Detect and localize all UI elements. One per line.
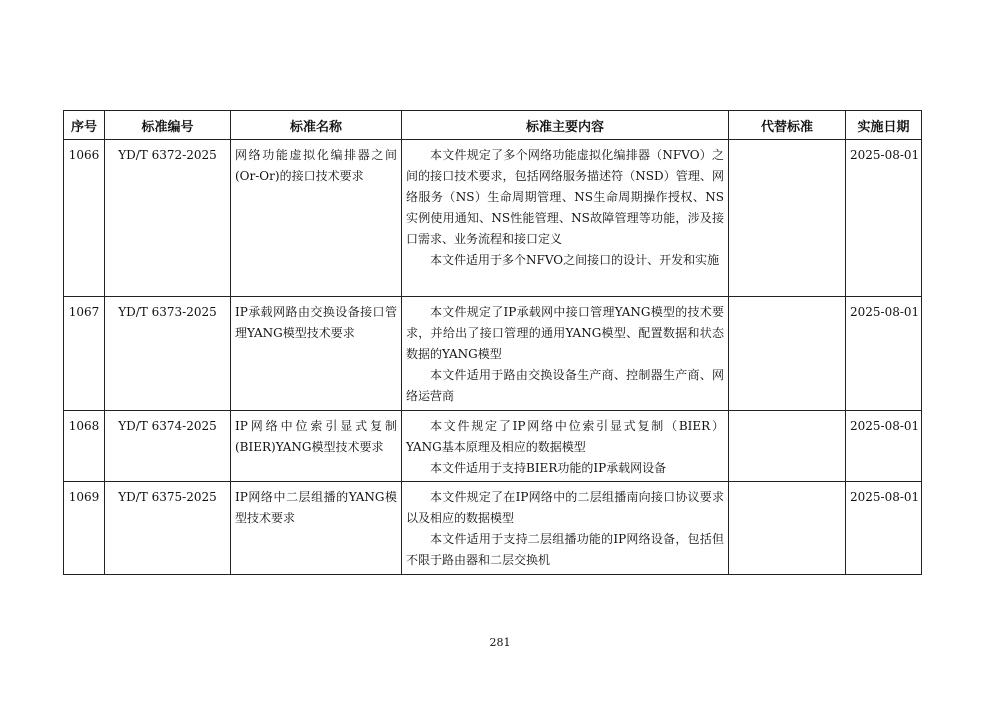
content-scope: 本文件规定了IP承载网中接口管理YANG模型的技术要求，并给出了接口管理的通用YANG模型、配置数据和状态数据的YANG模型 <box>406 305 724 361</box>
row-replaces <box>729 140 846 297</box>
row-date: 2025-08-01 <box>846 297 922 411</box>
row-name: IP承载网路由交换设备接口管理YANG模型技术要求 <box>231 297 402 411</box>
row-code: YD/T 6373-2025 <box>105 297 231 411</box>
table-row <box>64 297 922 411</box>
row-seq: 1067 <box>64 297 105 411</box>
header-replaces: 代替标准 <box>729 111 846 140</box>
content-scope: 本文件规定了IP网络中位索引显式复制（BIER）YANG基本原理及相应的数据模型 <box>406 419 724 454</box>
row-content <box>402 140 729 297</box>
row-name: IP网络中二层组播的YANG模型技术要求 <box>231 482 402 575</box>
content-applicability: 本文件适用于多个NFVO之间接口的设计、开发和实施 <box>430 253 720 267</box>
row-code: YD/T 6374-2025 <box>105 411 231 482</box>
content-applicability: 本文件适用于支持BIER功能的IP承载网设备 <box>430 461 667 475</box>
row-content <box>402 297 729 411</box>
header-seq: 序号 <box>64 111 105 140</box>
content-scope: 本文件规定了在IP网络中的二层组播南向接口协议要求以及相应的数据模型 <box>406 490 724 525</box>
row-content <box>402 482 729 575</box>
row-date: 2025-08-01 <box>846 482 922 575</box>
content-applicability: 本文件适用于路由交换设备生产商、控制器生产商、网络运营商 <box>406 368 724 403</box>
header-code: 标准编号 <box>105 111 231 140</box>
table-row <box>64 140 922 297</box>
row-content <box>402 411 729 482</box>
table-row <box>64 411 922 482</box>
row-date: 2025-08-01 <box>846 140 922 297</box>
row-seq: 1068 <box>64 411 105 482</box>
header-date: 实施日期 <box>846 111 922 140</box>
content-scope: 本文件规定了多个网络功能虚拟化编排器（NFVO）之间的接口技术要求，包括网络服务描述符（NSD）管理、网络服务（NS）生命周期管理、NS生命周期操作授权、NS实例使用通知、NS性能管理、NS故障管理等功能，涉及接口需求、业务流程和接口定义 <box>406 148 724 246</box>
table-row <box>64 482 922 575</box>
standards-table <box>63 110 922 575</box>
header-content: 标准主要内容 <box>402 111 729 140</box>
row-code: YD/T 6375-2025 <box>105 482 231 575</box>
header-name: 标准名称 <box>231 111 402 140</box>
content-applicability: 本文件适用于支持二层组播功能的IP网络设备，包括但不限于路由器和二层交换机 <box>406 532 724 567</box>
row-seq: 1069 <box>64 482 105 575</box>
row-code: YD/T 6372-2025 <box>105 140 231 297</box>
row-name: 网络功能虚拟化编排器之间(Or-Or)的接口技术要求 <box>231 140 402 297</box>
row-replaces <box>729 297 846 411</box>
table-header-row <box>64 111 922 140</box>
row-replaces <box>729 411 846 482</box>
row-replaces <box>729 482 846 575</box>
row-seq: 1066 <box>64 140 105 297</box>
row-name: IP网络中位索引显式复制(BIER)YANG模型技术要求 <box>231 411 402 482</box>
row-date: 2025-08-01 <box>846 411 922 482</box>
page-number: 281 <box>489 636 511 649</box>
